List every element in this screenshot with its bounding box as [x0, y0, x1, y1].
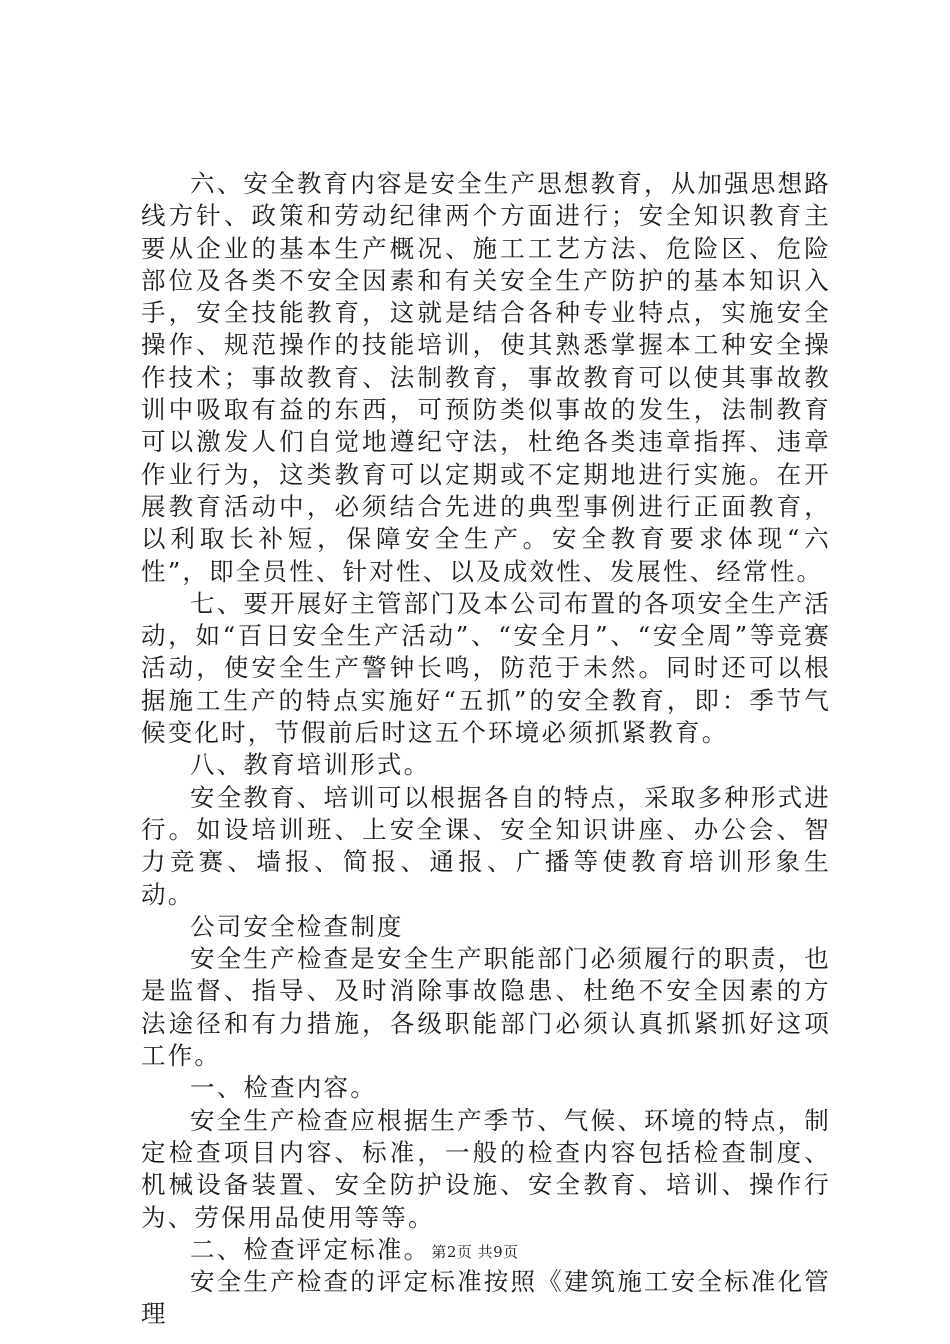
paragraph-section-7: 七、要开展好主管部门及本公司布置的各项安全生产活动，如“百日安全生产活动”、“安全月”、“安全周”等竞赛活动，使安全生产警钟长鸣，防范于未然。同时还可以根据施工生产的特点实施好“五抓”的安全教育，即：季节气候变化时，节假前后时这五个环境必须抓紧教育。 — [141, 588, 831, 748]
paragraph-evaluation-standard: 安全生产检查的评定标准按照《建筑施工安全标准化管理 — [141, 1267, 831, 1329]
heading-inspection-system: 公司安全检查制度 — [190, 911, 404, 941]
paragraph-inspection-intro: 安全生产检查是安全生产职能部门必须履行的职责，也是监督、指导、及时消除事故隐患、杜绝不安全因素的方法途径和有力措施，各级职能部门必须认真抓紧抓好这项工作。 — [141, 944, 831, 1071]
paragraph-section-6: 六、安全教育内容是安全生产思想教育，从加强思想路线方针、政策和劳动纪律两个方面进行；安全知识教育主要从企业的基本生产概况、施工工艺方法、危险区、危险部位及各类不安全因素和有关安全生产防护的基本知识入手，安全技能教育，这就是结合各种专业特点，实施安全操作、规范操作的技能培训，使其熟悉掌握本工种安全操作技术；事故教育、法制教育，事故教育可以使其事故教训中吸取有益的东西，可预防类似事故的发生，法制教育可以激发人们自觉地遵纪守法，杜绝各类违章指挥、违章作业行为，这类教育可以定期或不定期地进行实施。在开展教育活动中，必须结合先进的典型事例进行正面教育，以利取长补短，保障安全生产。安全教育要求体现“六性”，即全员性、针对性、以及成效性、发展性、经常性。 — [141, 169, 831, 586]
heading-section-8: 八、教育培训形式。 — [190, 750, 431, 780]
paragraph-inspection-content: 安全生产检查应根据生产季节、气候、环境的特点，制定检查项目内容、标准，一般的检查内容包括检查制度、机械设备装置、安全防护设施、安全教育、培训、操作行为、劳保用品使用等等。 — [141, 1105, 831, 1232]
document-body — [141, 168, 831, 1331]
heading-inspection-content: 一、检查内容。 — [190, 1073, 377, 1103]
paragraph-training-forms: 安全教育、培训可以根据各自的特点，采取多种形式进行。如设培训班、上安全课、安全知识讲座、办公会、智力竞赛、墙报、简报、通报、广播等使教育培训形象生动。 — [141, 782, 831, 909]
page-number-footer: 第2页 共9页 — [431, 1243, 519, 1261]
heading-evaluation-standard: 二、检查评定标准。 — [190, 1234, 431, 1264]
